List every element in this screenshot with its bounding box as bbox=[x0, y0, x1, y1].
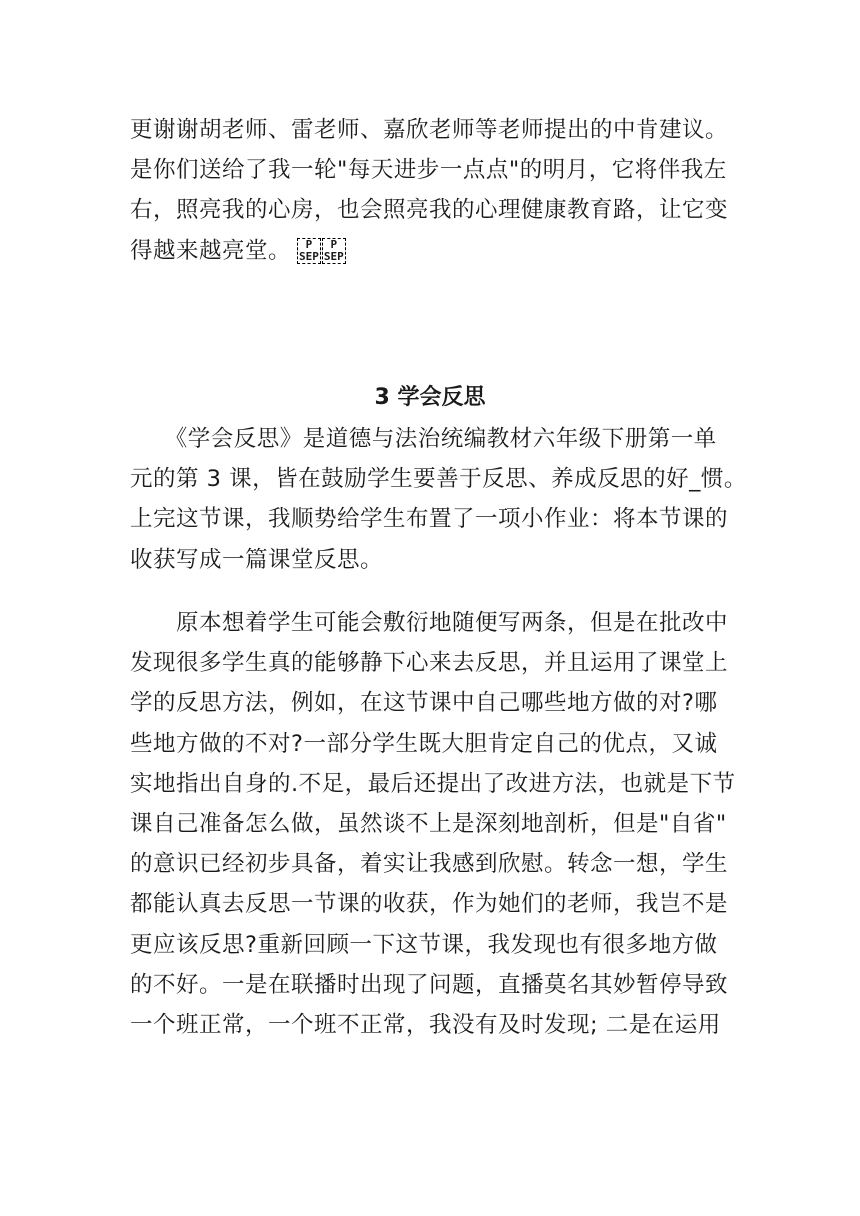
text-line: 课自己准备怎么做，虽然谈不上是深刻地剖析，但是"自省" bbox=[130, 810, 727, 837]
text-line: 右，照亮我的心房，也会照亮我的心理健康教育路，让它变 bbox=[130, 197, 729, 224]
section-heading: 3 学会反思 bbox=[374, 385, 486, 410]
sep-marker-top: P bbox=[330, 238, 338, 252]
sep-marker-group bbox=[297, 238, 347, 264]
sep-marker-top: P bbox=[305, 238, 313, 252]
sep-marker-bottom: SEP bbox=[299, 250, 319, 264]
text-line: 一个班正常，一个班不正常，我没有及时发现; 二是在运用 bbox=[130, 1011, 721, 1038]
text-line: 原本想着学生可能会敷衍地随便写两条，但是在批改中 bbox=[130, 610, 729, 636]
text-line: 都能认真去反思一节课的收获，作为她们的老师，我岂不是 bbox=[130, 891, 729, 918]
text-line: 收获写成一篇课堂反思。 bbox=[130, 546, 384, 573]
text-line: 的意识已经初步具备，着实让我感到欣慰。转念一想，学生 bbox=[130, 851, 729, 878]
text-line: 更谢谢胡老师、雷老师、嘉欣老师等老师提出的中肯建议。 bbox=[130, 117, 729, 143]
text-line: 的不好。一是在联播时出现了问题，直播莫名其妙暂停导致 bbox=[130, 971, 729, 998]
intro-paragraph bbox=[130, 419, 747, 580]
sep-marker-bottom: SEP bbox=[323, 250, 344, 264]
text-line: 元的第 3 课，皆在鼓励学生要善于反思、养成反思的好_惯。 bbox=[130, 466, 747, 493]
closing-paragraph bbox=[130, 110, 740, 271]
text-line: 《学会反思》是道德与法治统编教材六年级下册第一单 bbox=[130, 426, 717, 452]
text-line: 更应该反思?重新回顾一下这节课，我发现也有很多地方做 bbox=[130, 931, 718, 958]
text-line: 上完这节课，我顺势给学生布置了一项小作业：将本节课的 bbox=[130, 506, 729, 533]
text-line: 发现很多学生真的能够静下心来去反思，并且运用了课堂上 bbox=[130, 650, 729, 677]
text-line: 些地方做的不对?一部分学生既大胆肯定自己的优点，又诚 bbox=[130, 730, 718, 757]
text-line: 实地指出自身的.不足，最后还提出了改进方法，也就是下节 bbox=[130, 770, 736, 797]
text-line: 是你们送给了我一轮"每天进步一点点"的明月，它将伴我左 bbox=[130, 157, 727, 184]
sep-marker bbox=[297, 238, 321, 264]
text-line-last bbox=[130, 231, 740, 271]
sep-marker bbox=[322, 238, 346, 264]
text-line-content: 得越来越亮堂。 bbox=[130, 237, 292, 264]
text-line: 学的反思方法，例如，在这节课中自己哪些地方做的对?哪 bbox=[130, 690, 718, 717]
reflection-paragraph bbox=[130, 603, 740, 1045]
